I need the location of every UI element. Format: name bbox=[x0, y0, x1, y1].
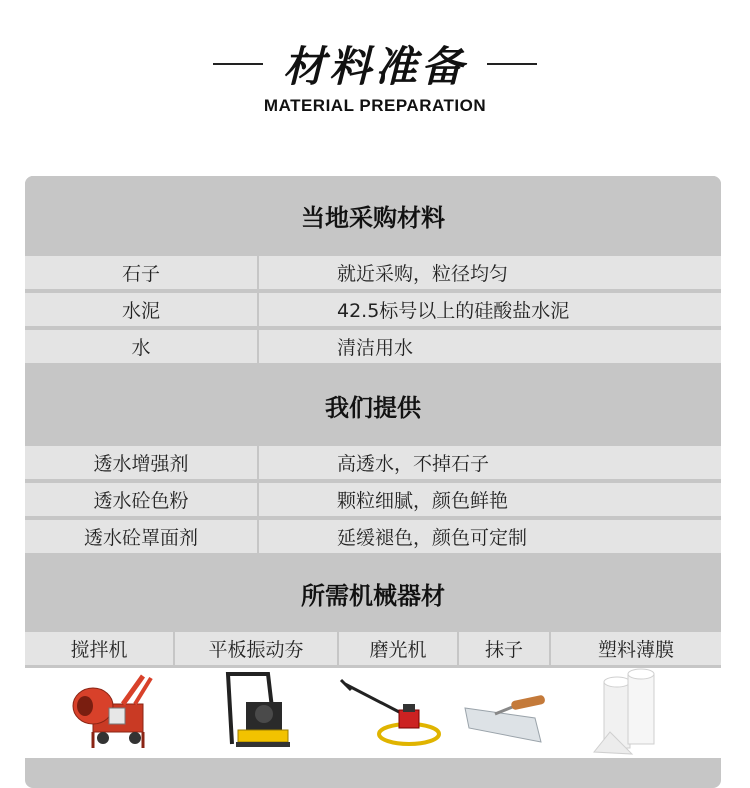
equipment-label: 抹子 bbox=[459, 632, 551, 665]
concrete-mixer-image bbox=[65, 668, 165, 758]
equipment-row bbox=[25, 632, 721, 665]
desc-cell: 高透水，不掉石子 bbox=[337, 453, 490, 475]
materials-panel bbox=[25, 176, 721, 788]
item-cell: 水泥 bbox=[25, 293, 259, 326]
section-heading-equipment: 所需机械器材 bbox=[25, 555, 721, 631]
item-cell: 石子 bbox=[25, 256, 259, 289]
power-trowel-image bbox=[337, 668, 447, 758]
table-row bbox=[25, 256, 721, 289]
desc-cell: 延缓褪色，颜色可定制 bbox=[337, 527, 528, 549]
table-row bbox=[25, 293, 721, 326]
item-cell: 透水砼罩面剂 bbox=[25, 520, 259, 553]
equipment-label: 磨光机 bbox=[339, 632, 459, 665]
hand-trowel-image bbox=[455, 668, 555, 758]
item-cell: 透水增强剂 bbox=[25, 446, 259, 479]
title-row bbox=[0, 36, 750, 92]
plate-compactor-image bbox=[220, 668, 300, 758]
section-heading-provided: 我们提供 bbox=[25, 365, 721, 445]
table-row bbox=[25, 330, 721, 363]
table-row bbox=[25, 483, 721, 516]
plastic-film-rolls-image bbox=[580, 668, 680, 758]
item-cell: 透水砼色粉 bbox=[25, 483, 259, 516]
page-title: 材料准备 bbox=[282, 42, 467, 91]
page-subtitle: MATERIAL PREPARATION bbox=[263, 96, 487, 115]
equipment-label: 平板振动夯 bbox=[175, 632, 339, 665]
title-right-rule bbox=[487, 63, 537, 65]
desc-cell: 清洁用水 bbox=[337, 337, 414, 359]
desc-cell: 就近采购，粒径均匀 bbox=[337, 263, 509, 285]
section-heading-local: 当地采购材料 bbox=[25, 176, 721, 254]
table-row bbox=[25, 446, 721, 479]
item-cell: 水 bbox=[25, 330, 259, 363]
desc-cell: 颗粒细腻，颜色鲜艳 bbox=[337, 490, 509, 512]
equipment-label: 搅拌机 bbox=[25, 632, 175, 665]
title-left-rule bbox=[213, 63, 263, 65]
equipment-images bbox=[25, 668, 721, 758]
desc-cell: 42.5标号以上的硅酸盐水泥 bbox=[337, 300, 570, 322]
page-header bbox=[0, 0, 750, 150]
table-row bbox=[25, 520, 721, 553]
equipment-label: 塑料薄膜 bbox=[597, 639, 674, 661]
